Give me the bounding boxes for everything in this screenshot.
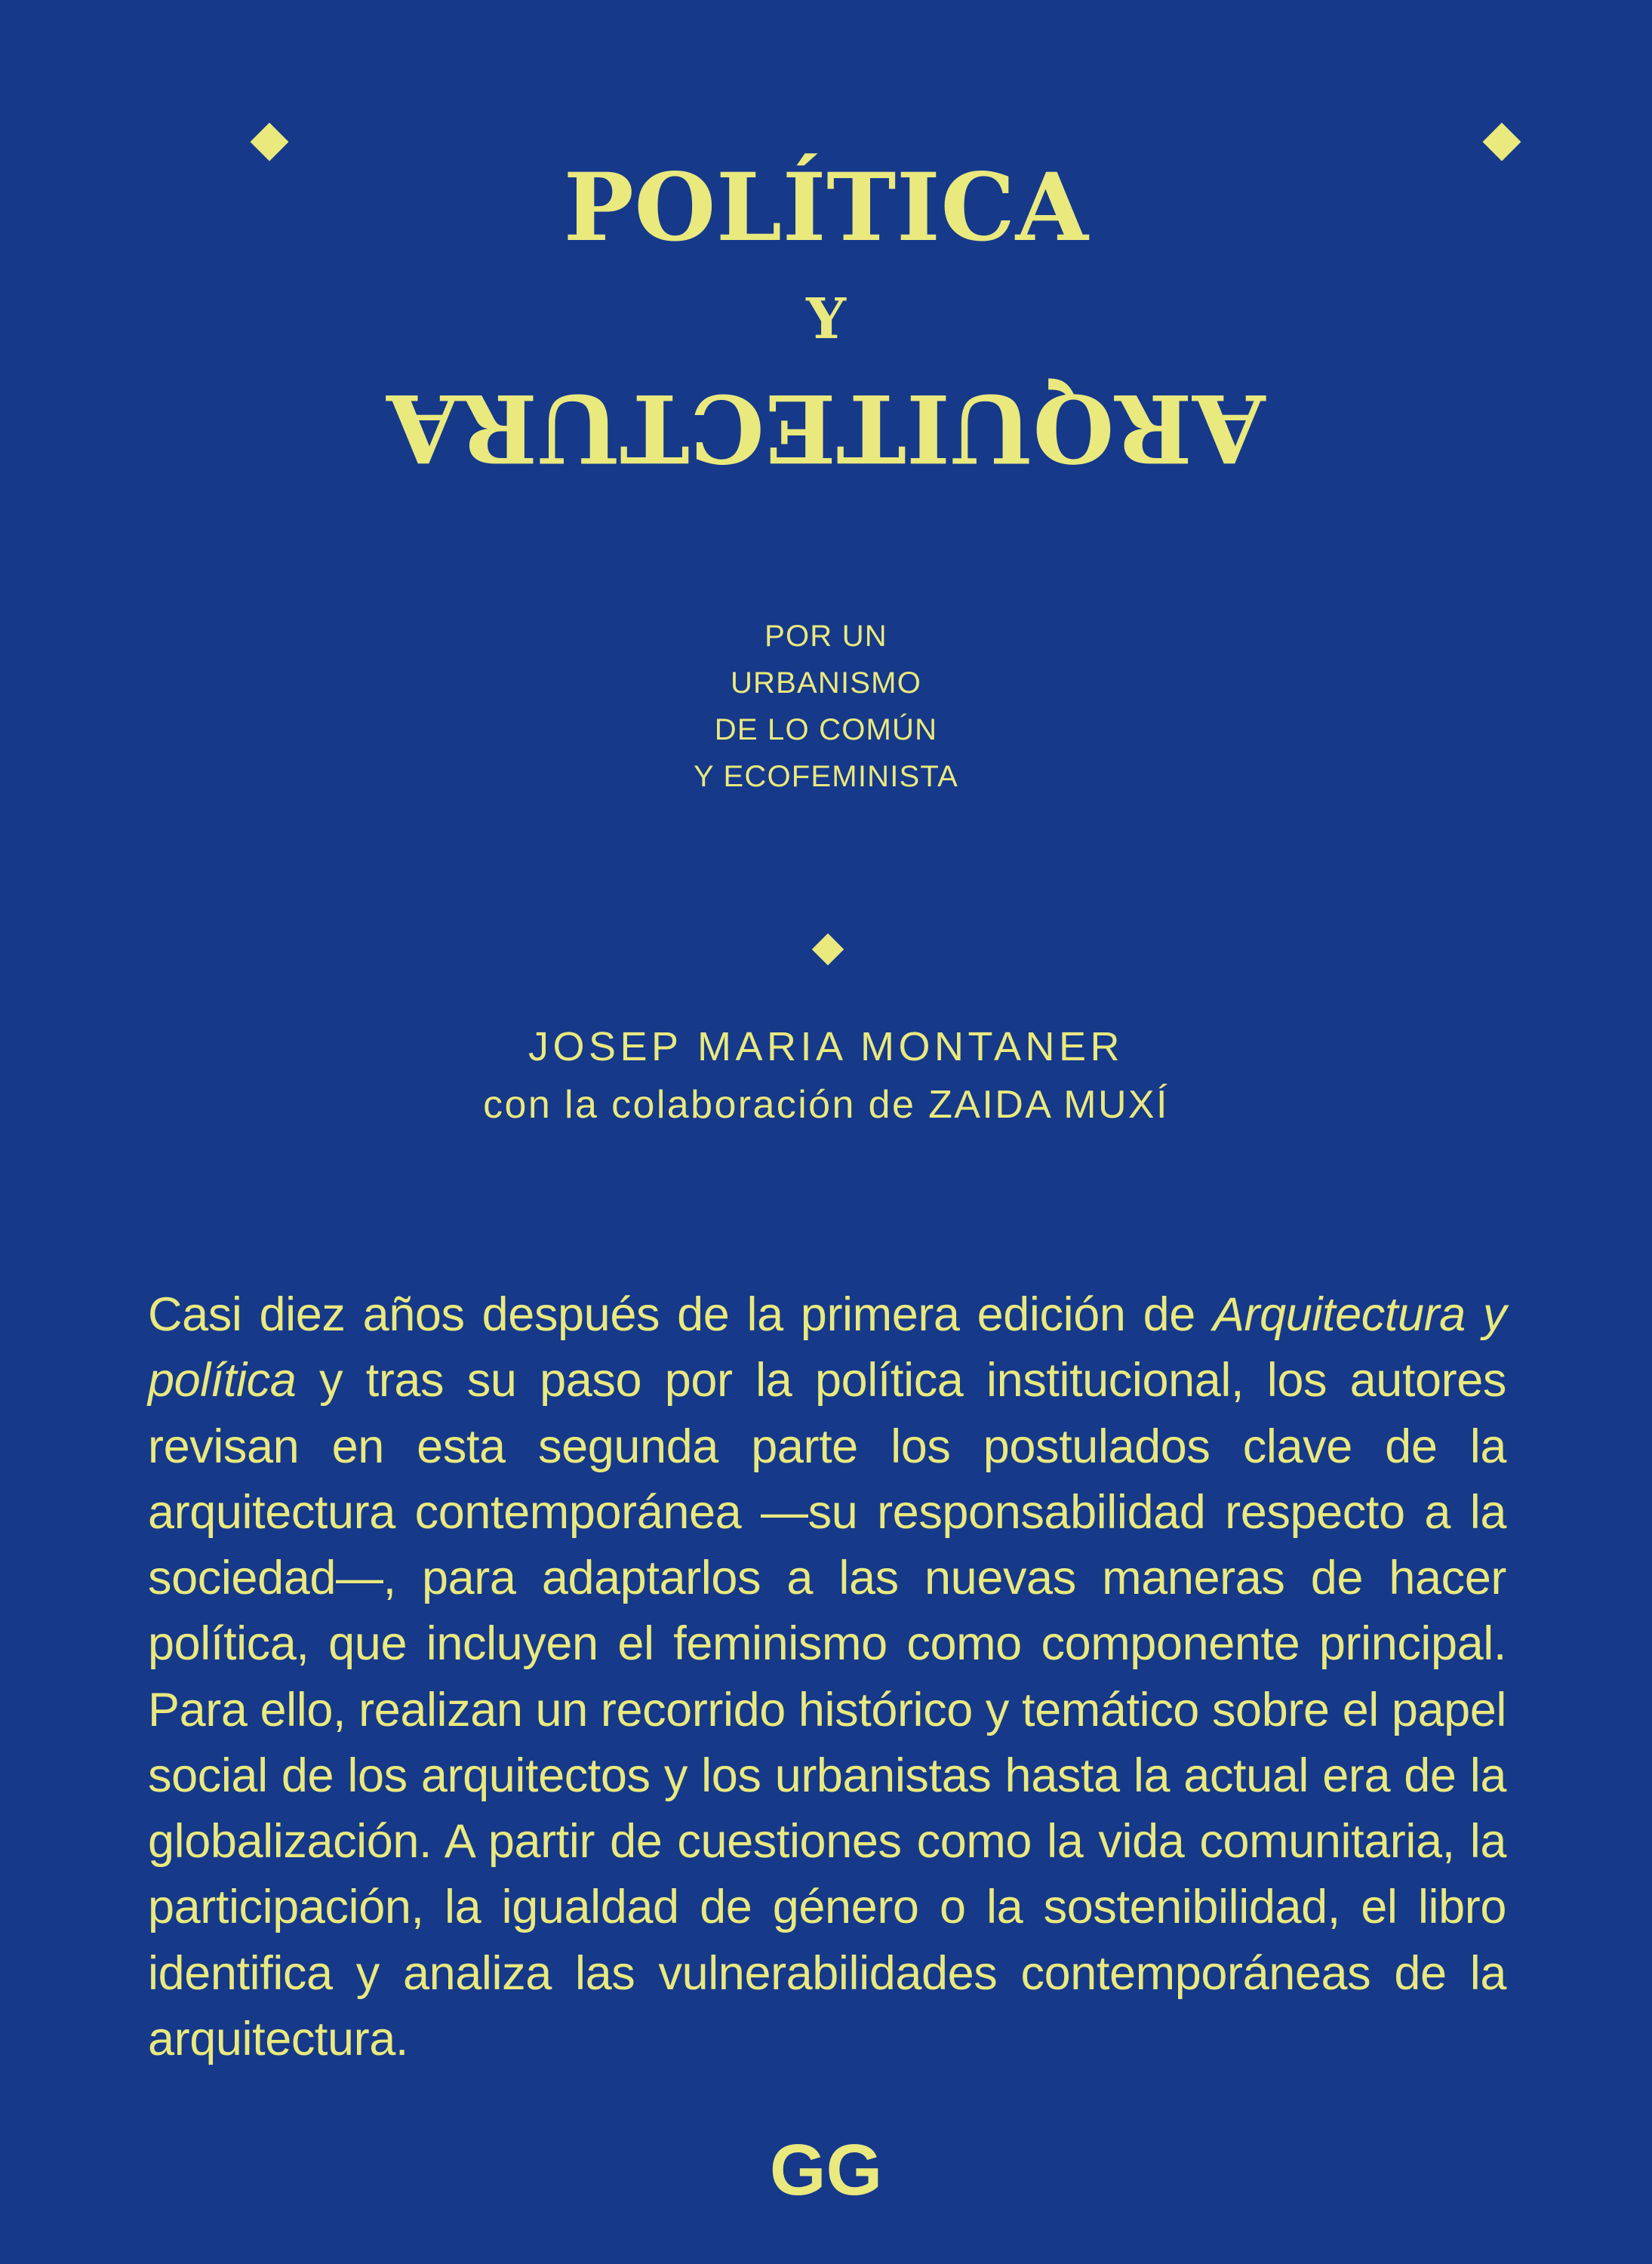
subtitle-line-1: POR UN — [764, 620, 888, 653]
title-block — [0, 153, 1652, 482]
title-line-politica: POLÍTICA — [563, 153, 1089, 263]
blurb-italic-title: Arquitectura y política — [148, 1288, 1506, 1407]
subtitle-line-4: Y ECOFEMINISTA — [694, 760, 958, 793]
diamond-icon-top-left — [251, 123, 289, 161]
authors-block — [0, 1023, 1652, 1130]
subtitle-line-3: DE LO COMÚN — [714, 713, 938, 746]
subtitle — [0, 613, 1652, 800]
diamond-icon-top-right — [1483, 123, 1521, 161]
publisher-logo-gg: GG — [769, 2130, 883, 2210]
author-secondary-prefix: con la colaboración de — [483, 1082, 929, 1127]
blurb-part-1: Casi diez años después de la primera edición de — [148, 1288, 1213, 1341]
author-secondary — [0, 1080, 1652, 1131]
title-conjunction: Y — [806, 287, 846, 352]
title-line-arquitectura: ARQUITECTURA — [386, 373, 1266, 482]
blurb-paragraph — [148, 1282, 1506, 2072]
subtitle-line-2: URBANISMO — [730, 666, 922, 700]
author-primary: JOSEP MARIA MONTANER — [528, 1024, 1124, 1069]
diamond-icon-center — [812, 934, 844, 965]
title-line-arquitectura-wrapper — [0, 373, 1652, 482]
blurb-part-2: y tras su paso por la política institucional, los autores revisan en esta segunda parte los postulados clave de la arquitectura contemporánea —su responsabilidad respecto a la sociedad—, para adaptarlos a las nuevas maneras de hacer política, que incluyen el feminismo como componente principal. Para ello, realizan un recorrido histórico y temático sobre el papel social de los arquitectos y los urbanistas hasta la actual era de la globalización. A partir de cuestiones como la vida comunitaria, la participación, la igualdad de género o la sostenibilidad, el libro identifica y analiza las vulnerabilidades contemporáneas de la arquitectura. — [148, 1354, 1506, 2066]
author-secondary-name: ZAIDA MUXÍ — [928, 1082, 1169, 1127]
